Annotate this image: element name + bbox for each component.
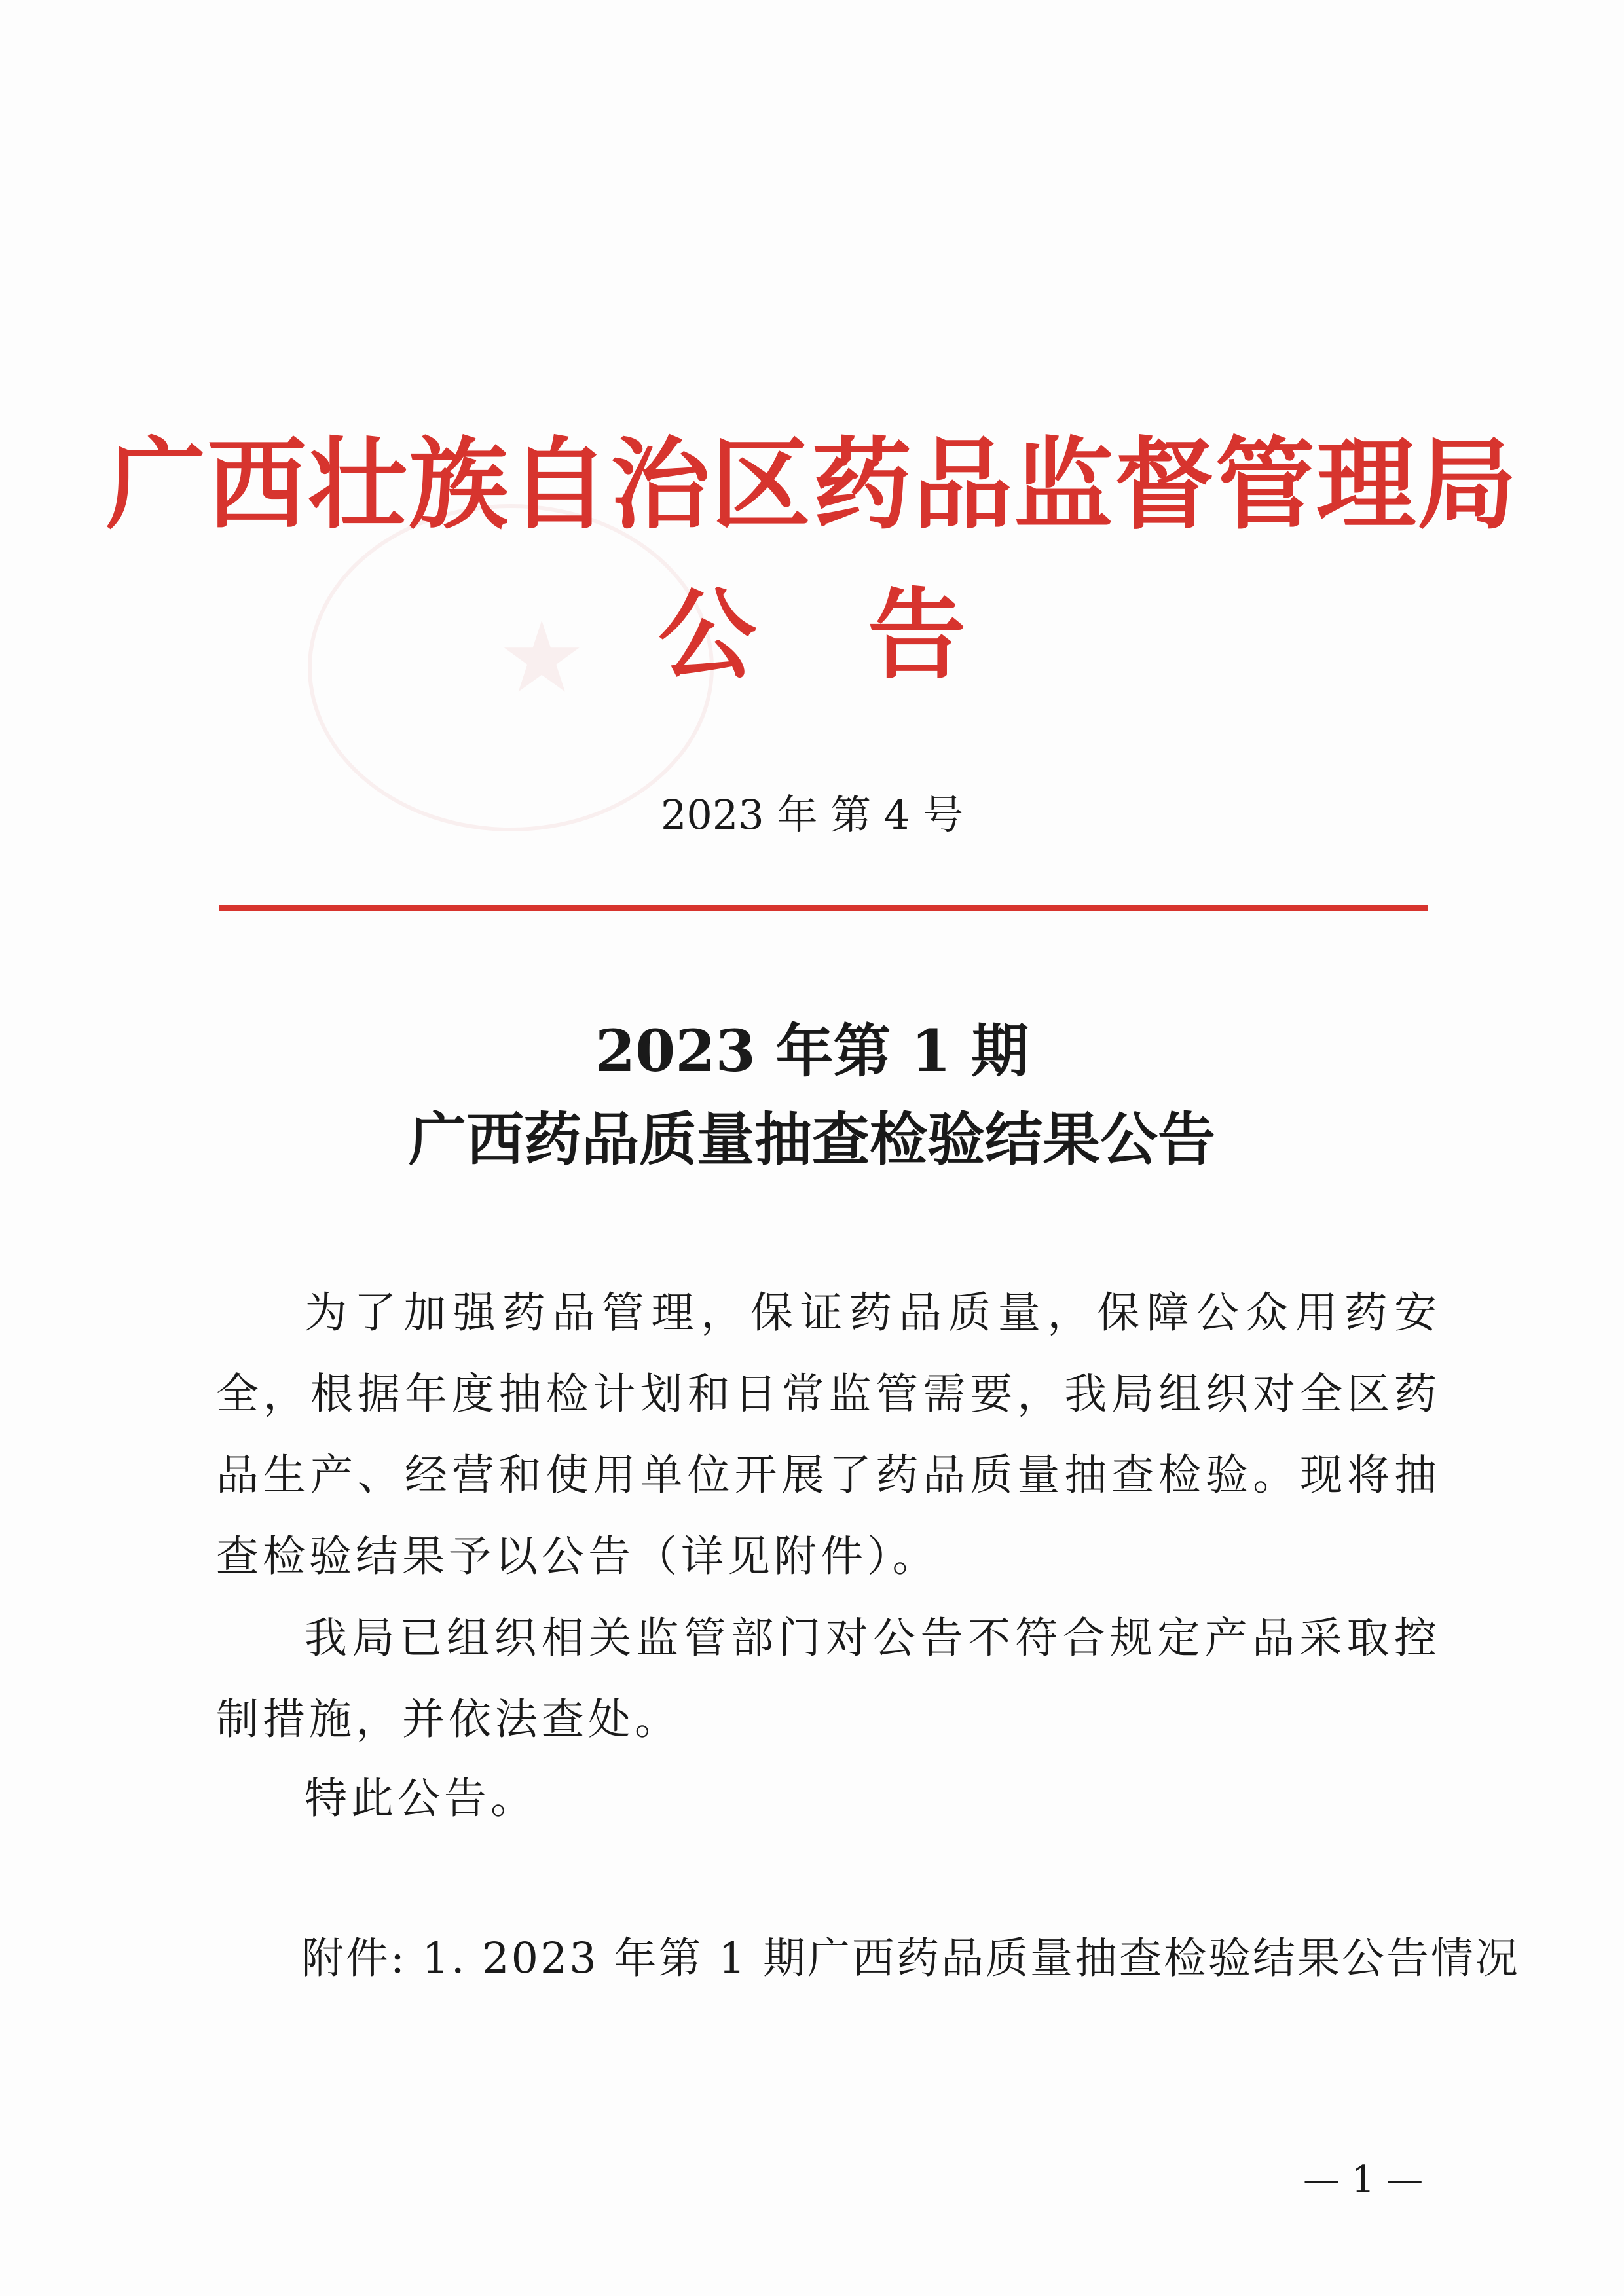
body-paragraph-1: 为了加强药品管理，保证药品质量，保障公众用药安全，根据年度抽检计划和日常监管需要，我局组织对全区药品生产、经营和使用单位开展了药品质量抽查检验。现将抽查检验结果予以公告（详见附件）。 bbox=[216, 1288, 1441, 1581]
body-paragraph-2: 我局已组织相关监管部门对公告不符合规定产品采取控制措施，并依法查处。 bbox=[216, 1614, 1441, 1744]
red-divider-line bbox=[219, 905, 1428, 911]
document-number: 2023 年 第 4 号 bbox=[660, 791, 964, 839]
attachment-note: 附件: 1. 2023 年第 1 期广西药品质量抽查检验结果公告情况 bbox=[301, 1934, 1521, 1983]
title-line-2: 广西药品质量抽查检验结果公告 bbox=[408, 1105, 1215, 1173]
seal-star-icon: ★ bbox=[498, 601, 586, 715]
title-line-1: 2023 年第 1 期 bbox=[595, 1017, 1029, 1085]
page-number: — 1 — bbox=[1303, 2159, 1424, 2201]
agency-name: 广西壮族自治区药品监督管理局 bbox=[106, 426, 1518, 543]
body-paragraph-3: 特此公告。 bbox=[304, 1774, 538, 1823]
document-type: 公告 bbox=[657, 577, 1077, 693]
